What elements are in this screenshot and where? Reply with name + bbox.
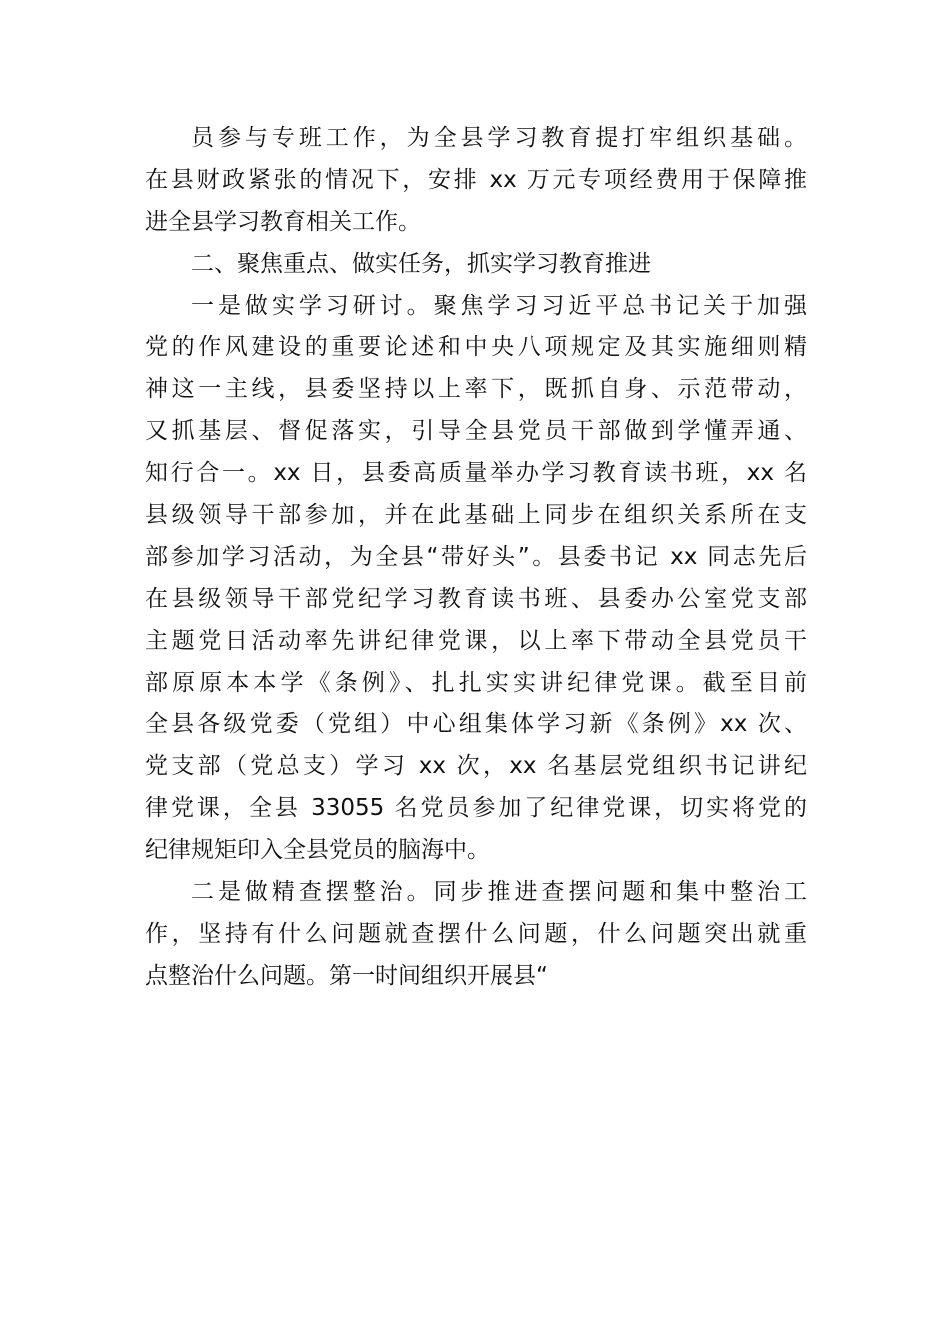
- text-line: 一是做实学习研讨。聚焦学习习近平总书记关于加强: [191, 292, 807, 319]
- text-line: 部原原本本学《条例》、扎扎实实讲纪律党课。截至目前: [145, 669, 807, 696]
- text-line: 全县各级党委（党组）中心组集体学习新《条例》xx 次、: [145, 711, 807, 738]
- text-line: 点整治什么问题。第一时间组织开展县“: [145, 962, 548, 989]
- text-line: 进全县学习教育相关工作。: [145, 208, 421, 235]
- text-line: 党的作风建设的重要论述和中央八项规定及其实施细则精: [145, 334, 807, 361]
- text-line: 员参与专班工作，为全县学习教育提打牢组织基础。: [191, 125, 807, 151]
- text-line: 二是做精查摆整治。同步推进查摆问题和集中整治工: [191, 879, 807, 906]
- text-line: 又抓基层、督促落实，引导全县党员干部做到学懂弄通、: [145, 418, 807, 445]
- text-line: 党支部（党总支）学习 xx 次，xx 名基层党组织书记讲纪: [145, 753, 807, 780]
- section-heading: 二、聚焦重点、做实任务，抓实学习教育推进: [191, 250, 651, 277]
- text-line: 在县财政紧张的情况下，安排 xx 万元专项经费用于保障推: [145, 166, 807, 193]
- text-line: 纪律规矩印入全县党员的脑海中。: [145, 837, 490, 864]
- text-line: 作，坚持有什么问题就查摆什么问题，什么问题突出就重: [145, 920, 807, 947]
- text-line: 律党课，全县 33055 名党员参加了纪律党课，切实将党的: [145, 795, 807, 822]
- text-line: 神这一主线，县委坚持以上率下，既抓自身、示范带动，: [145, 376, 807, 403]
- text-line: 主题党日活动率先讲纪律党课，以上率下带动全县党员干: [145, 627, 807, 654]
- document-body: [145, 118, 807, 998]
- text-line: 部参加学习活动，为全县“带好头”。县委书记 xx 同志先后: [145, 543, 807, 570]
- text-line: 在县级领导干部党纪学习教育读书班、县委办公室党支部: [145, 585, 807, 612]
- text-line: 知行合一。xx 日，县委高质量举办学习教育读书班，xx 名: [145, 460, 807, 487]
- text-line: 县级领导干部参加，并在此基础上同步在组织关系所在支: [145, 502, 807, 529]
